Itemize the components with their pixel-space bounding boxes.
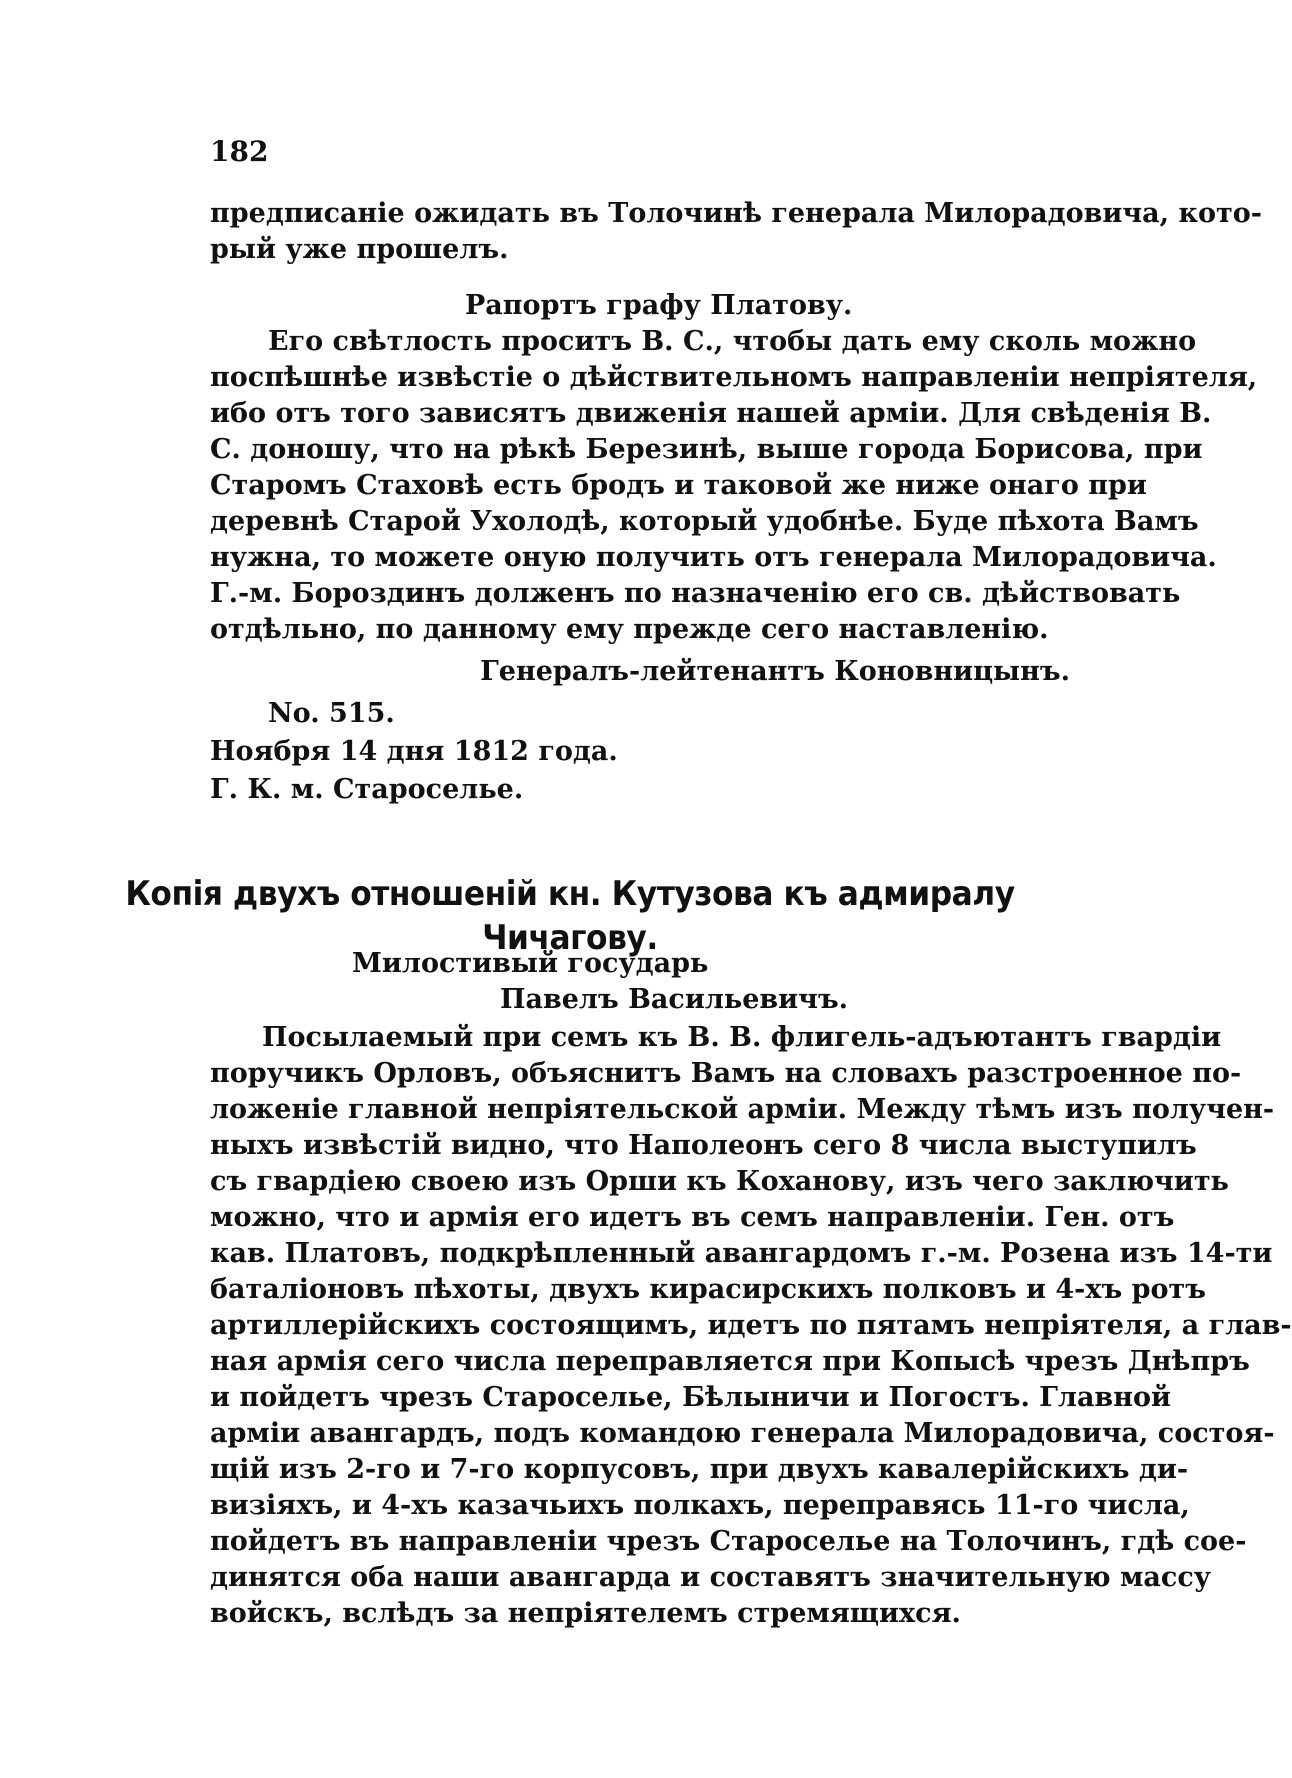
section-title: Копія двухъ отношеній кн. Кутузова къ адмиралу Чичагову. xyxy=(125,874,1015,958)
text-line: рый уже прошелъ. xyxy=(210,234,509,265)
text-line: Старомъ Стаховѣ есть бродъ и таковой же ниже онаго при xyxy=(210,470,1147,501)
text-line: и пойдетъ чрезъ Староселье, Бѣлыничи и Погостъ. Главной xyxy=(210,1382,1171,1413)
text-line: Г.-м. Бороздинъ долженъ по назначенію его св. дѣйствовать xyxy=(210,578,1181,609)
text-line: пойдетъ въ направленіи чрезъ Староселье на Толочинъ, гдѣ сое- xyxy=(210,1526,1247,1557)
text-line: войскъ, вслѣдъ за непріятелемъ стремящихся. xyxy=(210,1598,961,1629)
text-line: предписаніе ожидать въ Толочинѣ генерала Милорадовича, кото- xyxy=(210,198,1262,229)
text-line: поручикъ Орловъ, объяснитъ Вамъ на словахъ разстроенное по- xyxy=(210,1058,1242,1089)
text-line: поспѣшнѣе извѣстіе о дѣйствительномъ направленіи непріятеля, xyxy=(210,362,1258,393)
text-line: ная армія сего числа переправляется при Копысѣ чрезъ Днѣпръ xyxy=(210,1346,1250,1377)
text-line: ибо отъ того зависятъ движенія нашей арміи. Для свѣденія В. xyxy=(210,398,1212,429)
document-number: No. 515. xyxy=(268,698,395,729)
text-line: динятся оба наши авангарда и составятъ значительную массу xyxy=(210,1562,1212,1593)
text-line: баталіоновъ пѣхоты, двухъ кирасирскихъ полковъ и 4-хъ ротъ xyxy=(210,1274,1206,1305)
text-line: С. доношу, что на рѣкѣ Березинѣ, выше города Борисова, при xyxy=(210,434,1203,465)
text-line: съ гвардіею своею изъ Орши къ Коханову, изъ чего заключить xyxy=(210,1166,1229,1197)
document-place: Г. К. м. Староселье. xyxy=(210,774,524,805)
text-line: визіяхъ, и 4-хъ казачьихъ полкахъ, переправясь 11-го числа, xyxy=(210,1490,1190,1521)
salutation-line-2: Павелъ Васильевичъ. xyxy=(500,984,849,1015)
report-heading: Рапортъ графу Платову. xyxy=(465,290,853,321)
text-line: щій изъ 2-го и 7-го корпусовъ, при двухъ кавалерійскихъ ди- xyxy=(210,1454,1189,1485)
text-line: арміи авангардъ, подъ командою генерала Милорадовича, состоя- xyxy=(210,1418,1275,1449)
text-line: ныхъ извѣстій видно, что Наполеонъ сего 8 числа выступилъ xyxy=(210,1130,1197,1161)
text-line: Его свѣтлость проситъ В. С., чтобы дать ему сколь можно xyxy=(268,326,1197,357)
signature: Генералъ-лейтенантъ Коновницынъ. xyxy=(480,656,1070,687)
text-line: деревнѣ Старой Ухолодѣ, который удобнѣе. Буде пѣхота Вамъ xyxy=(210,506,1199,537)
text-line: отдѣльно, по данному ему прежде сего наставленію. xyxy=(210,614,1049,645)
text-line: ложеніе главной непріятельской арміи. Между тѣмъ изъ получен- xyxy=(210,1094,1275,1125)
salutation-line-1: Милостивый государь xyxy=(352,948,709,979)
text-line: можно, что и армія его идетъ въ семъ направленіи. Ген. отъ xyxy=(210,1202,1175,1233)
text-line: Посылаемый при семъ къ В. В. флигель-адъютантъ гвардіи xyxy=(262,1022,1222,1053)
text-line: нужна, то можете оную получить отъ генерала Милорадовича. xyxy=(210,542,1217,573)
page-number: 182 xyxy=(210,135,269,168)
text-line: кав. Платовъ, подкрѣпленный авангардомъ г.-м. Розена изъ 14-ти xyxy=(210,1238,1273,1269)
text-line: артиллерійскихъ состоящимъ, идетъ по пятамъ непріятеля, а глав- xyxy=(210,1310,1292,1341)
document-date: Ноября 14 дня 1812 года. xyxy=(210,736,618,767)
